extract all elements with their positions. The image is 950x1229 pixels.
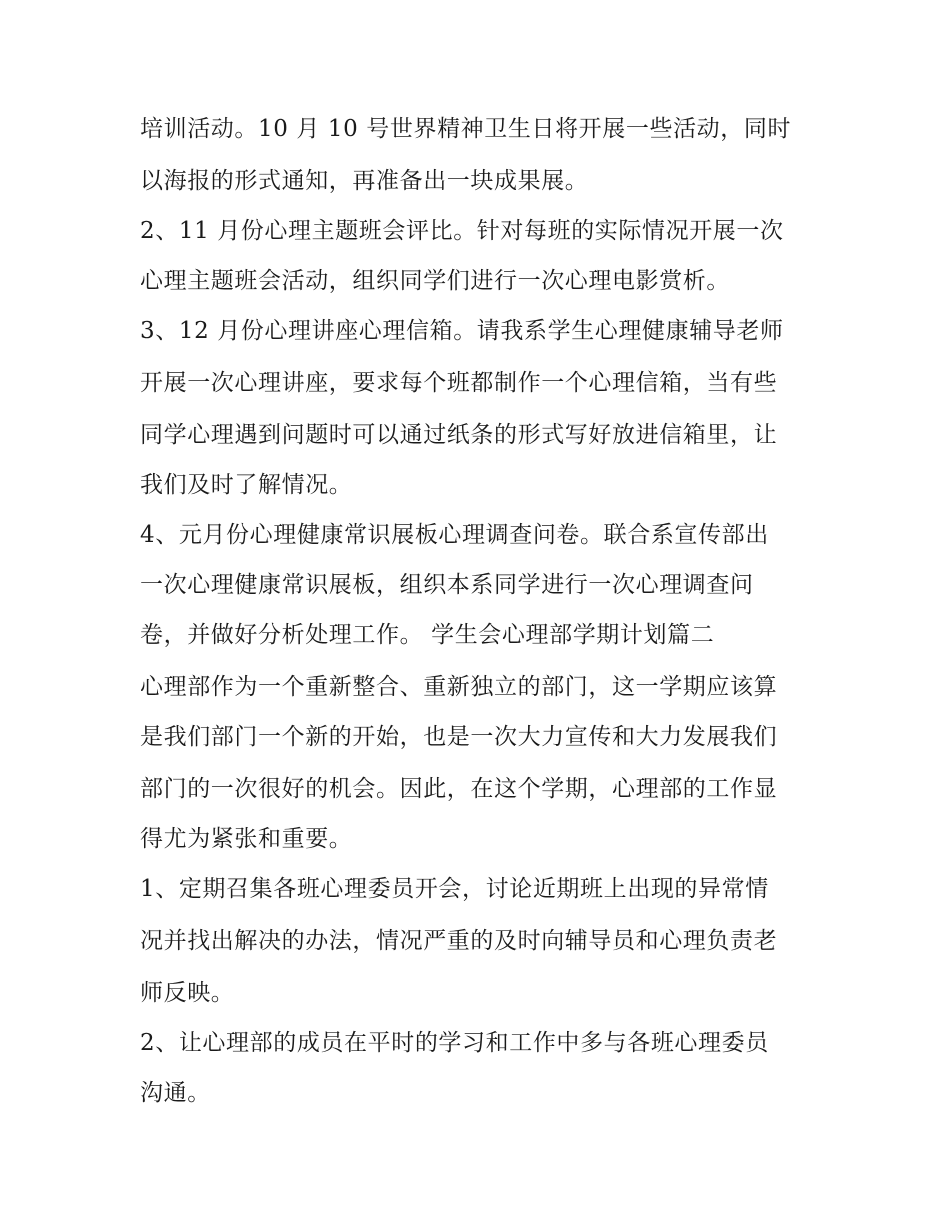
- text-line: 4、元月份心理健康常识展板心理调查问卷。联合系宣传部出: [140, 522, 769, 548]
- text-line: 一次心理健康常识展板，组织本系同学进行一次心理调查问: [140, 572, 754, 598]
- text-line: 以海报的形式通知，再准备出一块成果展。: [140, 168, 589, 194]
- text-line: 心理部作为一个重新整合、重新独立的部门，这一学期应该算: [140, 674, 778, 700]
- text-line: 1、定期召集各班心理委员开会，讨论近期班上出现的异常情: [140, 876, 769, 902]
- text-line: 是我们部门一个新的开始，也是一次大力宣传和大力发展我们: [140, 724, 778, 750]
- text-line: 我们及时了解情况。: [140, 472, 353, 498]
- text-line: 培训活动。10 月 10 号世界精神卫生日将开展一些活动，同时: [140, 116, 792, 142]
- text-line: 卷，并做好分析处理工作。 学生会心理部学期计划篇二: [140, 622, 715, 648]
- text-line: 沟通。: [140, 1080, 211, 1106]
- text-line: 师反映。: [140, 980, 235, 1006]
- text-line: 况并找出解决的办法，情况严重的及时向辅导员和心理负责老: [140, 928, 778, 954]
- text-line: 2、11 月份心理主题班会评比。针对每班的实际情况开展一次: [140, 218, 784, 244]
- text-line: 开展一次心理讲座，要求每个班都制作一个心理信箱，当有些: [140, 370, 778, 396]
- text-line: 部门的一次很好的机会。因此，在这个学期，心理部的工作显: [140, 776, 778, 802]
- text-line: 2、让心理部的成员在平时的学习和工作中多与各班心理委员: [140, 1030, 769, 1056]
- text-line: 心理主题班会活动，组织同学们进行一次心理电影赏析。: [140, 268, 730, 294]
- text-line: 同学心理遇到问题时可以通过纸条的形式写好放进信箱里，让: [140, 422, 778, 448]
- text-line: 得尤为紧张和重要。: [140, 826, 353, 852]
- text-line: 3、12 月份心理讲座心理信箱。请我系学生心理健康辅导老师: [140, 318, 784, 344]
